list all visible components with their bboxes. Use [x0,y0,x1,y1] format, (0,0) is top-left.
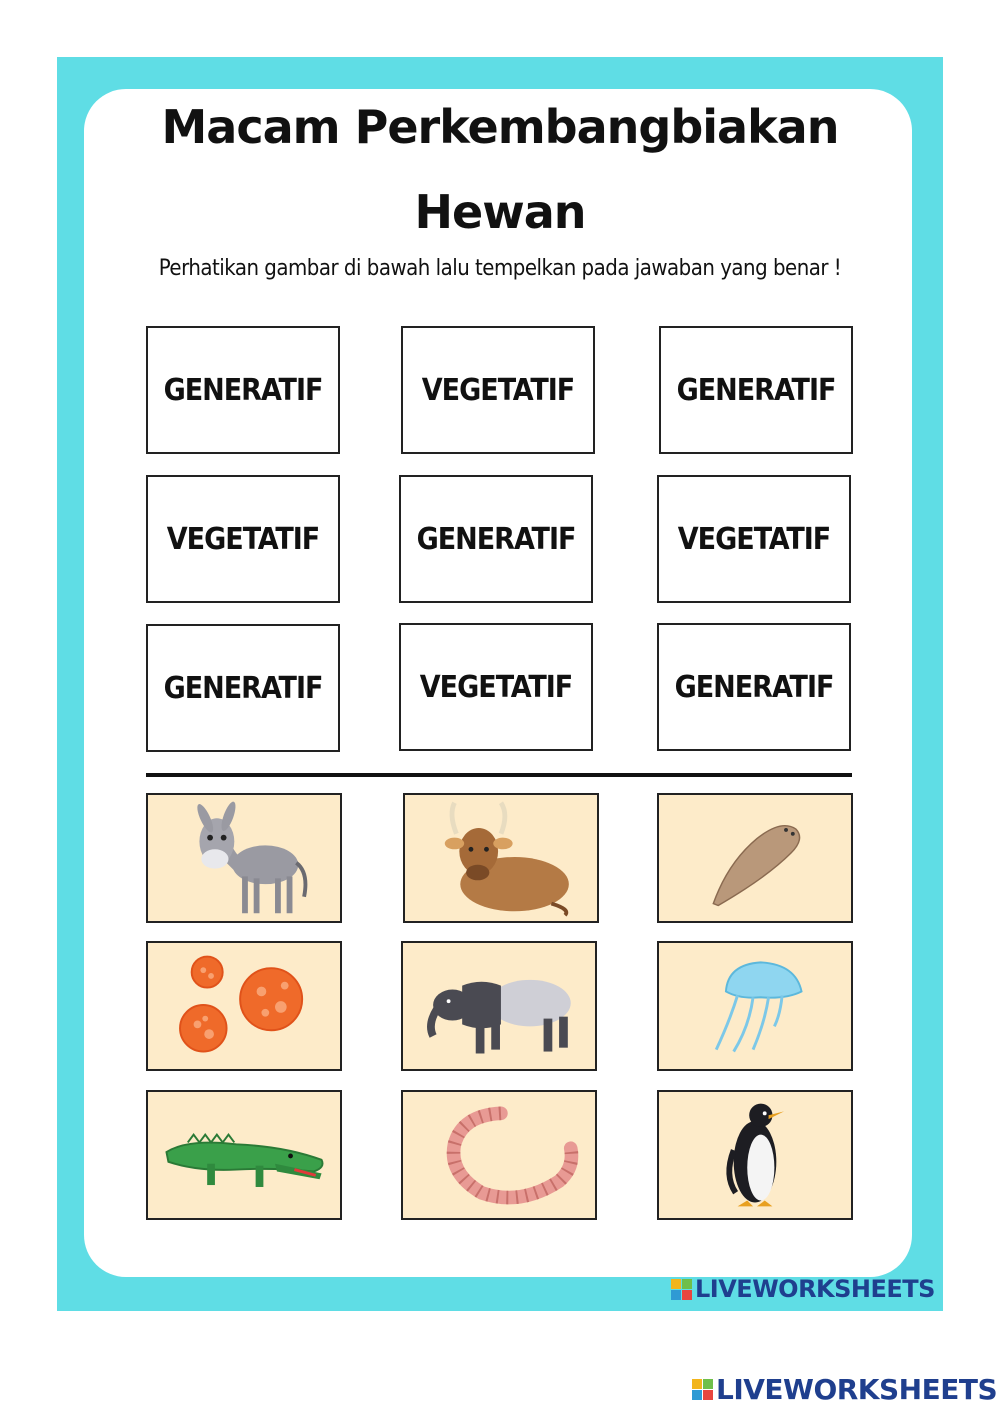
answer-box-3[interactable]: GENERATIF [659,326,853,454]
answer-box-2[interactable]: VEGETATIF [401,326,595,454]
answer-box-6[interactable]: VEGETATIF [657,475,851,603]
picture-card-donkey[interactable] [146,793,342,923]
picture-card-tapir[interactable] [401,941,597,1071]
liveworksheets-logo-inner [671,1275,935,1303]
virus-icon [148,943,340,1069]
worm-icon [403,1092,595,1218]
answer-box-5[interactable]: GENERATIF [399,475,593,603]
picture-card-planaria[interactable] [657,793,853,923]
penguin-icon [659,1092,851,1218]
cow-icon [405,795,597,921]
picture-card-jellyfish[interactable] [657,941,853,1071]
liveworksheets-mark-icon [671,1279,692,1300]
brand-text-outer: LIVEWORKSHEETS [716,1373,998,1406]
section-divider [146,773,852,777]
picture-card-worm[interactable] [401,1090,597,1220]
answer-box-9[interactable]: GENERATIF [657,623,851,751]
instruction-text: Perhatikan gambar di bawah lalu tempelkan pada jawaban yang benar ! [158,256,842,281]
liveworksheets-logo-outer[interactable] [692,1373,997,1406]
title-line-2: Hewan [414,185,586,239]
brand-text-inner: LIVEWORKSHEETS [695,1275,935,1303]
title-line-1: Macam Perkembangbiakan [161,100,839,154]
donkey-icon [148,795,340,921]
answer-box-1[interactable]: GENERATIF [146,326,340,454]
picture-card-penguin[interactable] [657,1090,853,1220]
tapir-icon [403,943,595,1069]
answer-box-7[interactable]: GENERATIF [146,624,340,752]
answer-box-4[interactable]: VEGETATIF [146,475,340,603]
picture-card-crocodile[interactable] [146,1090,342,1220]
picture-card-cow[interactable] [403,793,599,923]
planaria-icon [659,795,851,921]
crocodile-icon [148,1092,340,1218]
liveworksheets-mark-icon [692,1379,713,1400]
picture-card-virus[interactable] [146,941,342,1071]
answer-box-8[interactable]: VEGETATIF [399,623,593,751]
jellyfish-icon [659,943,851,1069]
